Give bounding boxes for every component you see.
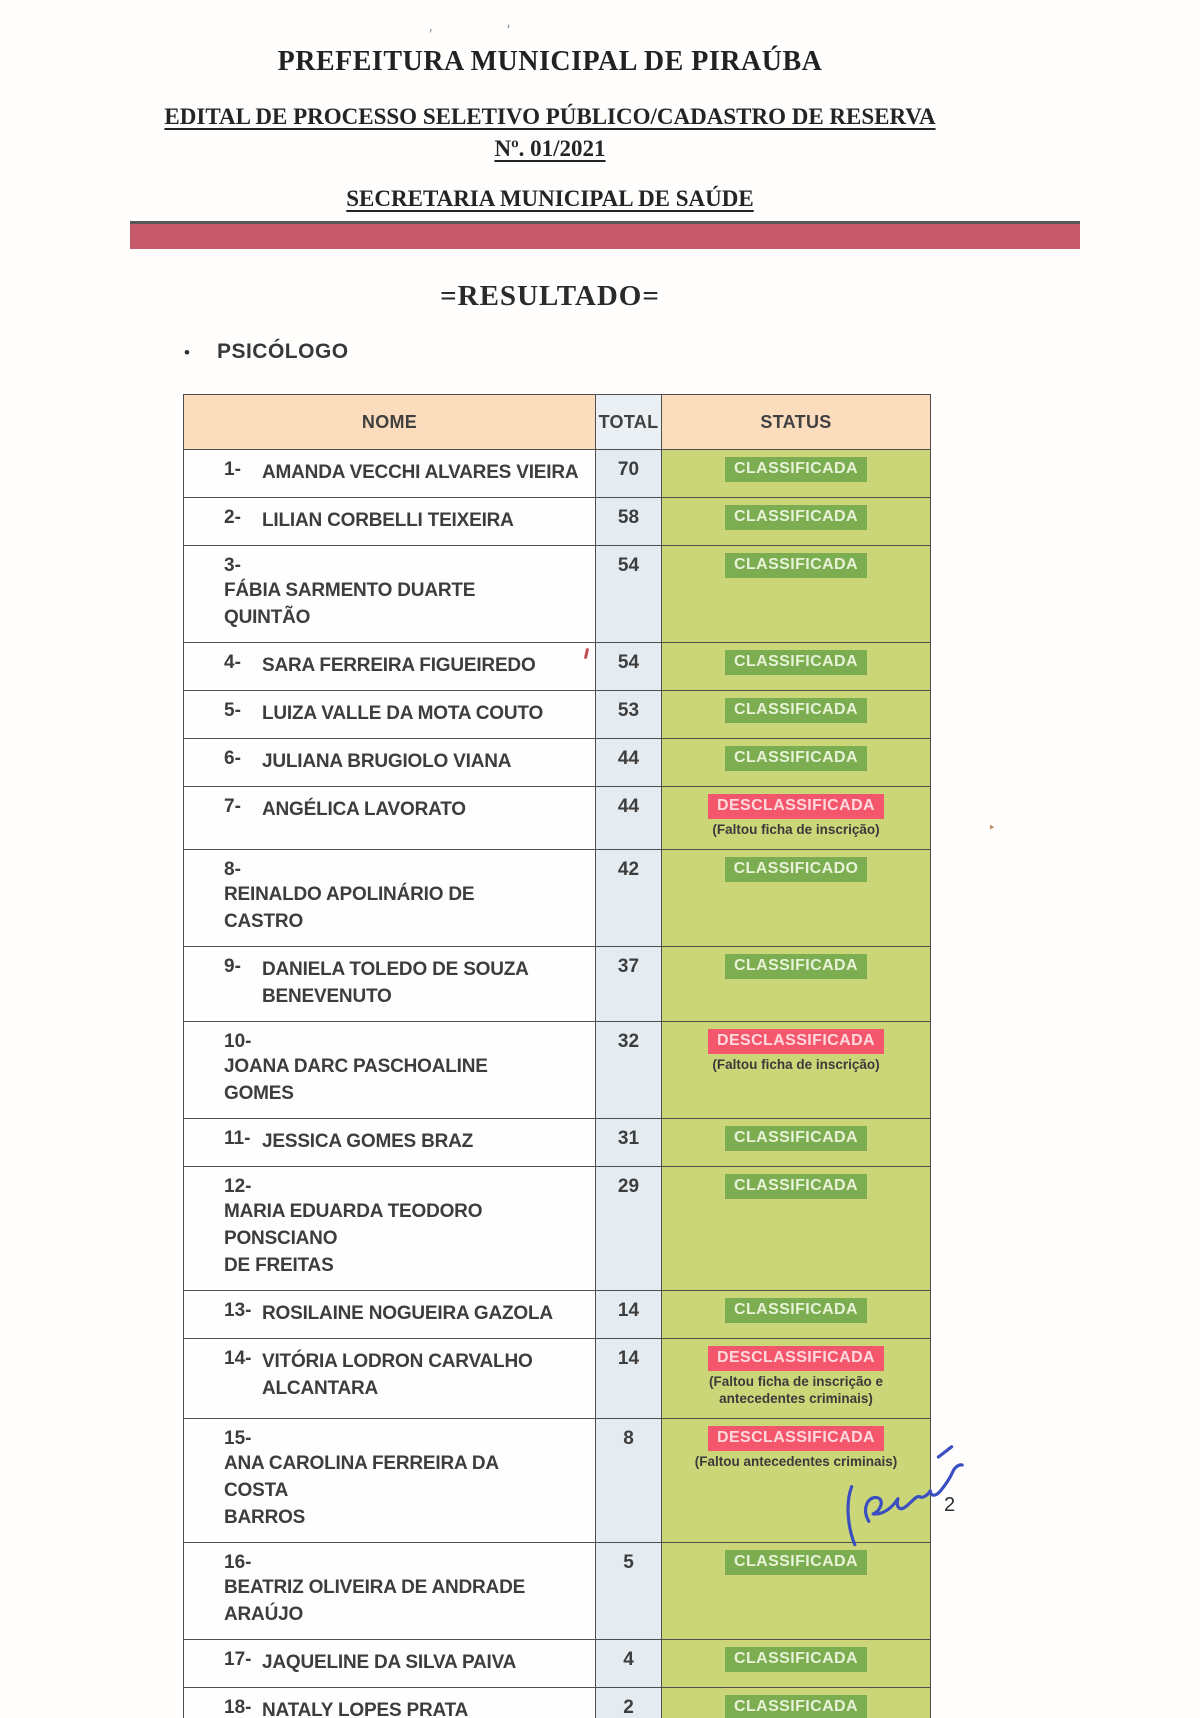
scan-artifact: , (427, 17, 437, 36)
total-score-cell: 31 (596, 1119, 662, 1167)
status-cell (662, 1119, 931, 1167)
candidate-name: FÁBIA SARMENTO DUARTE QUINTÃO (224, 580, 476, 628)
status-note: (Faltou ficha de inscrição e antecedentes criminais) (708, 1374, 884, 1406)
table-row (184, 1543, 931, 1640)
total-score-cell: 32 (596, 1022, 662, 1119)
table-row (184, 1688, 931, 1718)
table-row (184, 1167, 931, 1291)
candidate-name: JAQUELINE DA SILVA PAIVA (262, 1652, 517, 1673)
bullet-icon: • (184, 342, 190, 362)
status-note: (Faltou antecedentes criminais) (694, 1454, 898, 1469)
total-score-cell: 54 (596, 546, 662, 643)
status-cell (662, 1688, 931, 1718)
candidate-name-cell (184, 1167, 596, 1291)
total-score-cell: 14 (596, 1291, 662, 1339)
candidate-name-cell (184, 1543, 596, 1640)
table-row (184, 1291, 931, 1339)
status-cell (662, 1291, 931, 1339)
results-table (183, 394, 931, 1718)
candidate-number: 17- (224, 1649, 252, 1670)
status-badge: DESCLASSIFICADA (708, 1346, 884, 1371)
candidate-name-cell (184, 850, 596, 947)
candidate-name-cell (184, 691, 596, 739)
status-badge: CLASSIFICADA (725, 1126, 867, 1151)
status-badge: CLASSIFICADA (725, 1174, 867, 1199)
total-score-cell: 53 (596, 691, 662, 739)
status-cell (662, 450, 931, 498)
column-header-total: TOTAL (596, 395, 662, 450)
total-score-cell: 58 (596, 498, 662, 546)
status-badge: CLASSIFICADA (725, 1550, 867, 1575)
table-row (184, 1339, 931, 1419)
candidate-name-cell (184, 450, 596, 498)
candidate-number: 9- (224, 956, 241, 977)
candidate-number: 1- (224, 459, 241, 480)
candidate-name: VITÓRIA LODRON CARVALHO ALCANTARA (262, 1351, 533, 1399)
total-score-cell: 5 (596, 1543, 662, 1640)
page-number: 2 (944, 1494, 956, 1516)
candidate-name: SARA FERREIRA FIGUEIREDO (262, 655, 536, 676)
candidate-name-cell (184, 1688, 596, 1718)
table-row (184, 546, 931, 643)
candidate-name-cell (184, 787, 596, 850)
candidate-number: 13- (224, 1300, 252, 1321)
status-badge: CLASSIFICADA (725, 457, 867, 482)
status-badge: CLASSIFICADA (725, 553, 867, 578)
table-row (184, 739, 931, 787)
candidate-number: 11- (224, 1128, 251, 1149)
document-subtitle-line2: Nº. 01/2021 (494, 136, 606, 161)
status-cell (662, 643, 931, 691)
status-cell (662, 546, 931, 643)
status-badge: CLASSIFICADA (725, 650, 867, 675)
candidate-name-cell (184, 1339, 596, 1419)
status-badge: CLASSIFICADA (725, 954, 867, 979)
table-row (184, 643, 931, 691)
table-row (184, 498, 931, 546)
header-row (184, 395, 931, 450)
status-badge: CLASSIFICADA (725, 1298, 867, 1323)
candidate-name-cell (184, 643, 596, 691)
candidate-name-cell (184, 1291, 596, 1339)
document-department: SECRETARIA MUNICIPAL DE SAÚDE (346, 186, 754, 211)
status-badge: DESCLASSIFICADA (708, 1426, 884, 1451)
status-cell (662, 691, 931, 739)
candidate-name: BEATRIZ OLIVEIRA DE ANDRADE ARAÚJO (224, 1577, 526, 1625)
status-cell (662, 1167, 931, 1291)
total-score-cell: 29 (596, 1167, 662, 1291)
total-score-cell: 8 (596, 1419, 662, 1543)
candidate-name-cell (184, 739, 596, 787)
candidate-number: 4- (224, 652, 241, 673)
document-subtitle-line1: EDITAL DE PROCESSO SELETIVO PÚBLICO/CADASTRO DE RESERVA (164, 104, 936, 129)
scan-artifact: ‣ (988, 820, 996, 835)
status-cell (662, 1339, 931, 1419)
status-badge: CLASSIFICADA (725, 1647, 867, 1672)
column-header-nome: NOME (184, 395, 596, 450)
status-badge: DESCLASSIFICADA (708, 1029, 884, 1054)
candidate-name-cell (184, 1419, 596, 1543)
total-score-cell: 44 (596, 787, 662, 850)
table-row (184, 850, 931, 947)
table-row (184, 1419, 931, 1543)
status-note: (Faltou ficha de inscrição) (712, 1057, 880, 1072)
status-badge: CLASSIFICADA (725, 698, 867, 723)
candidate-number: 12- (224, 1176, 252, 1197)
candidate-number: 14- (224, 1348, 252, 1369)
table-row (184, 1640, 931, 1688)
candidate-name: LILIAN CORBELLI TEIXEIRA (262, 510, 514, 531)
document-title: PREFEITURA MUNICIPAL DE PIRAÚBA (277, 46, 823, 77)
status-badge: CLASSIFICADA (725, 1695, 867, 1718)
candidate-number: 6- (224, 748, 241, 769)
candidate-name: ANGÉLICA LAVORATO (262, 799, 466, 820)
result-section-heading: =RESULTADO= (440, 280, 660, 312)
candidate-number: 7- (224, 796, 241, 817)
scan-artifact: ' (503, 21, 511, 40)
candidate-number: 5- (224, 700, 241, 721)
candidate-number: 8- (224, 859, 241, 880)
candidate-name: REINALDO APOLINÁRIO DE CASTRO (224, 884, 475, 932)
candidate-name: JOANA DARC PASCHOALINE GOMES (224, 1056, 488, 1104)
status-cell (662, 739, 931, 787)
candidate-number: 10- (224, 1031, 252, 1052)
status-badge: CLASSIFICADO (725, 857, 868, 882)
candidate-number: 16- (224, 1552, 252, 1573)
role-line (184, 340, 349, 364)
status-cell (662, 947, 931, 1022)
candidate-name-cell (184, 546, 596, 643)
status-badge: CLASSIFICADA (725, 746, 867, 771)
results-table-body (184, 450, 931, 1718)
candidate-name-cell (184, 498, 596, 546)
candidate-name: NATALY LOPES PRATA (262, 1700, 469, 1718)
candidate-number: 15- (224, 1428, 252, 1449)
signature (833, 1426, 977, 1549)
candidate-number: 3- (224, 555, 241, 576)
total-score-cell: 14 (596, 1339, 662, 1419)
role-label: PSICÓLOGO (216, 340, 349, 363)
table-row (184, 1022, 931, 1119)
candidate-name: JULIANA BRUGIOLO VIANA (262, 751, 512, 772)
candidate-number: 18- (224, 1697, 252, 1718)
total-score-cell: 2 (596, 1688, 662, 1718)
candidate-name: MARIA EDUARDA TEODORO PONSCIANO DE FREITAS (224, 1201, 483, 1276)
red-divider-bar (130, 221, 1080, 249)
total-score-cell: 42 (596, 850, 662, 947)
status-cell (662, 850, 931, 947)
status-badge: CLASSIFICADA (725, 505, 867, 530)
total-score-cell: 37 (596, 947, 662, 1022)
total-score-cell: 4 (596, 1640, 662, 1688)
total-score-cell: 54 (596, 643, 662, 691)
candidate-name: LUIZA VALLE DA MOTA COUTO (262, 703, 544, 724)
status-badge: DESCLASSIFICADA (708, 794, 884, 819)
table-row (184, 947, 931, 1022)
table-row (184, 787, 931, 850)
candidate-number: 2- (224, 507, 241, 528)
candidate-name: AMANDA VECCHI ALVARES VIEIRA (262, 462, 579, 483)
results-table-header (184, 395, 931, 450)
total-score-cell: 44 (596, 739, 662, 787)
total-score-cell: 70 (596, 450, 662, 498)
candidate-name: JESSICA GOMES BRAZ (262, 1131, 474, 1152)
candidate-name: DANIELA TOLEDO DE SOUZA BENEVENUTO (262, 959, 529, 1007)
status-note: (Faltou ficha de inscrição) (712, 822, 880, 837)
status-cell (662, 1022, 931, 1119)
candidate-name: ANA CAROLINA FERREIRA DA COSTA BARROS (224, 1453, 499, 1528)
candidate-name-cell (184, 947, 596, 1022)
table-row (184, 1119, 931, 1167)
status-cell (662, 1543, 931, 1640)
column-header-status: STATUS (662, 395, 931, 450)
table-row (184, 691, 931, 739)
candidate-name-cell (184, 1022, 596, 1119)
candidate-name: ROSILAINE NOGUEIRA GAZOLA (262, 1303, 553, 1324)
table-row (184, 450, 931, 498)
status-cell (662, 498, 931, 546)
status-cell (662, 787, 931, 850)
candidate-name-cell (184, 1640, 596, 1688)
candidate-name-cell (184, 1119, 596, 1167)
status-cell (662, 1640, 931, 1688)
